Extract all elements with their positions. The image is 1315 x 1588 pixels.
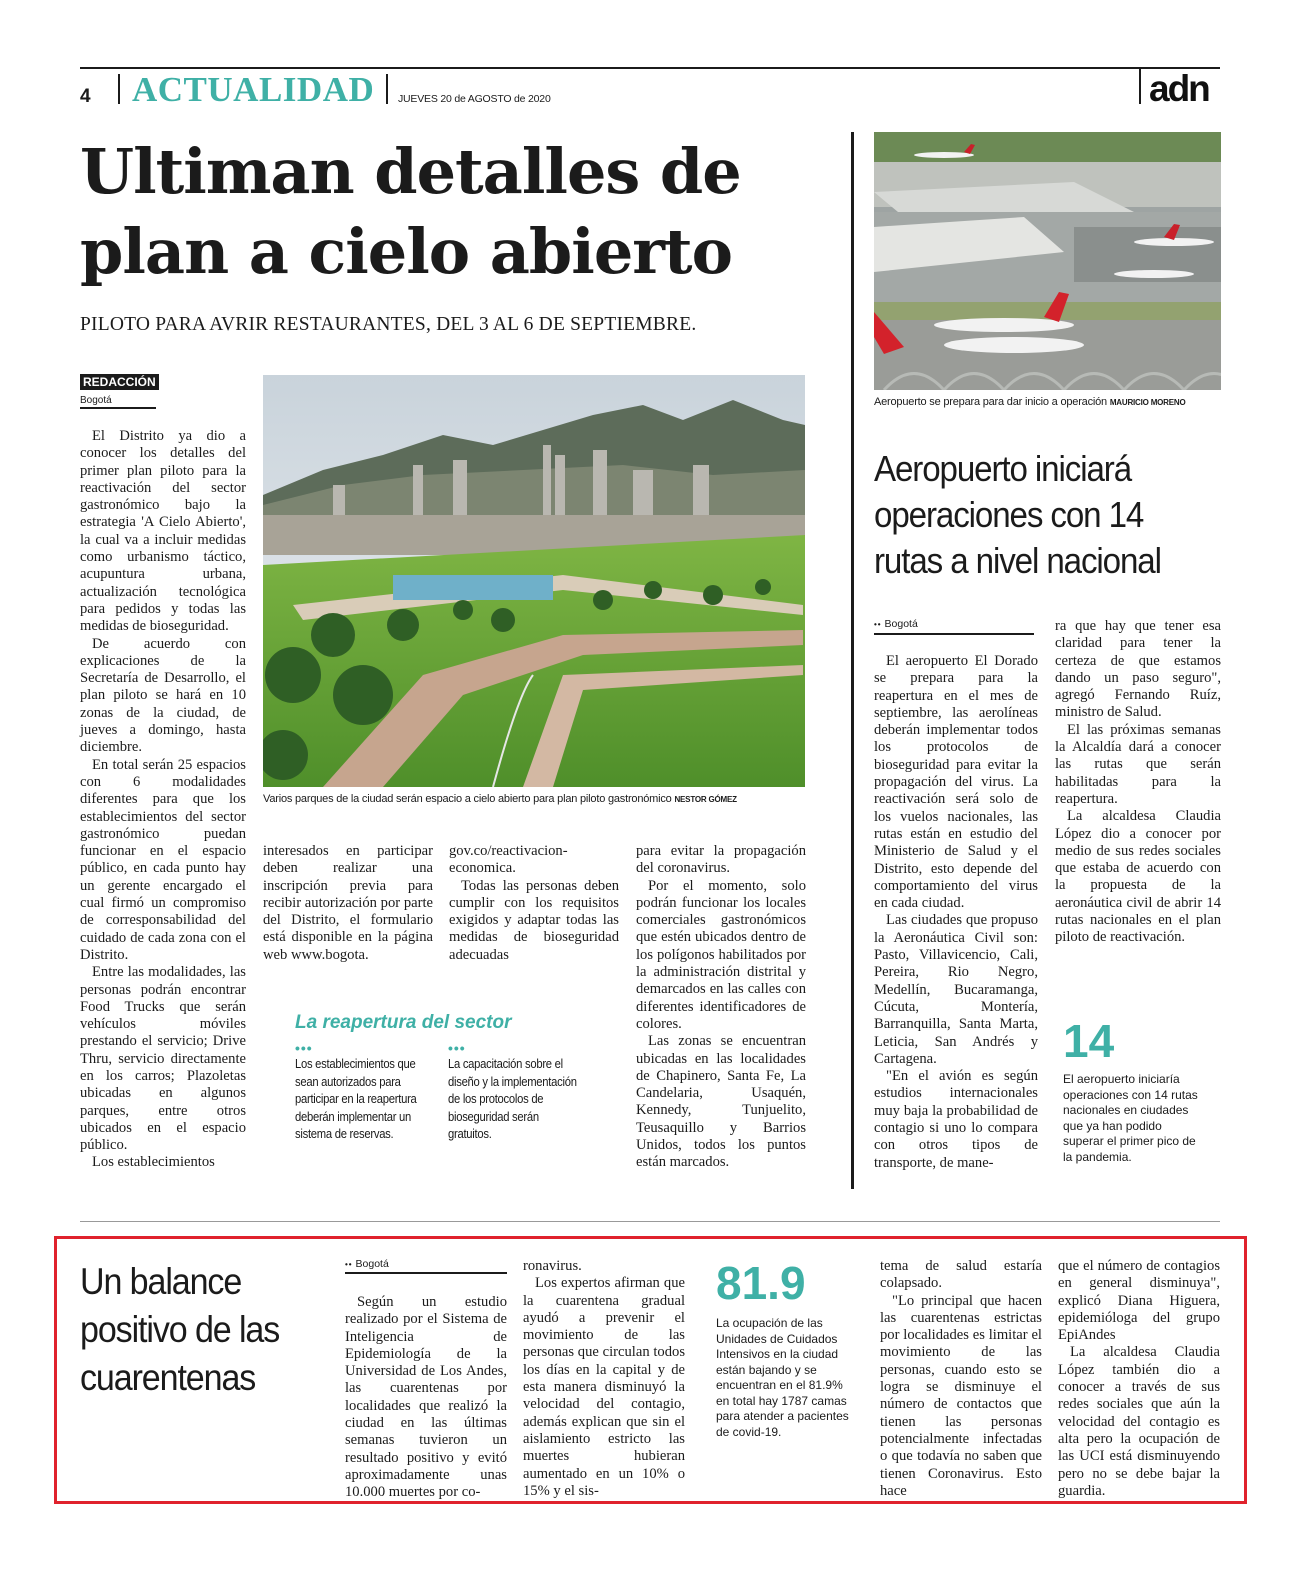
park-photo-illustration <box>263 375 805 787</box>
paragraph: El las próximas semanas la Alcaldía dará a conocer las rutas que serán habilitadas para la reapertura. <box>1055 721 1221 807</box>
header-divider <box>1139 68 1141 104</box>
paragraph: El aeropuerto El Dorado se prepara para la reapertura en el mes de septiembre, las aerolíneas deberán implementar todos los protocolos de bioseguridad para evitar la propagación del virus. La reactivación será solo de los vuelos nacionales, las rutas están en estudio del Ministerio de Salud y el Distrito, esto depende del comportamiento del virus en cada ciudad. <box>874 653 1038 912</box>
airport-fact-text: El aeropuerto iniciaría operaciones con 14 rutas nacionales en ciudades que ya han podido superar el primer pico de la pandemia. <box>1063 1072 1198 1164</box>
main-headline <box>80 132 820 292</box>
paragraph: Las ciudades que propuso la Aeronáutica Civil son: Pasto, Villavicencio, Cali, Pereira, Rio Negro, Medellín, Bucaramanga, Cúcuta, Montería, Barranquilla, Santa Marta, Leticia, San Andrés y Cartagena. <box>874 912 1038 1067</box>
location-rule <box>345 1272 507 1274</box>
paragraph: interesados en participar deben realizar una inscripción previa para recibir autorización por parte del Distrito, el formulario está disponible en la página web www.bogota. <box>263 843 433 963</box>
location-label <box>345 1258 389 1270</box>
paragraph: tema de salud estaría colapsado. <box>880 1258 1042 1292</box>
paragraph: para evitar la propagación del coronavirus. <box>636 843 806 877</box>
paragraph: Las zonas se encuentran ubicadas en las localidades de Chapinero, Santa Fe, La Candelaria, Usaquén, Kennedy, Tunjuelito, Teusaquillo y Barrios Unidos, todos los puntos están marcados. <box>636 1033 806 1171</box>
park-photo <box>263 375 805 787</box>
paragraph: El Distrito ya dio a conocer los detalles del primer plan piloto para la reactivación del sector gastronómico bajo la estrategia 'A Cielo Abierto', la cual va a incluir medidas como urbanismo táctico, acupuntura urbana, actualización tecnológica para pedidos y todas las medidas de bioseguridad. <box>80 428 246 635</box>
header-divider <box>386 74 388 104</box>
byline-rule <box>80 407 156 409</box>
paragraph: Los expertos afirman que la cuarentena gradual ayudó a prevenir el movimiento de las personas que circulan todos los días en la capital y de esta manera disminuyó la velocidad del contagio, además explican que sin el aislamiento estricto las muertes hubieran aumentado en un 10% o 15% y el sis- <box>523 1275 685 1499</box>
paragraph: ronavirus. <box>523 1258 582 1274</box>
photo-credit: MAURICIO MORENO <box>1109 398 1186 407</box>
location-text: Bogotá <box>884 618 918 630</box>
paragraph: La alcaldesa Claudia López dio a conocer por medio de sus redes sociales que estaba de acuerdo con la propuesta de la aeronáutica civil de abrir 14 rutas nacionales en el plan piloto de reactivación. <box>1055 808 1221 946</box>
paragraph: ra que hay que tener esa claridad para tener la certeza de que estamos dando un paso seguro", agregó Fernando Ruíz, ministro de Salud. <box>1055 618 1221 721</box>
airport-headline: Aeropuerto iniciará operaciones con 14 rutas a nivel nacional <box>874 448 1161 581</box>
box-item-1: Los establecimientos que sean autorizados para participar en la reapertura deberán implementar un sistema de reservas. <box>295 1057 417 1141</box>
box-title: La reapertura del sector <box>295 1012 512 1033</box>
caption-text: Varios parques de la ciudad serán espacio a cielo abierto para plan piloto gastronómico <box>263 793 672 805</box>
airport-photo-illustration <box>874 132 1221 390</box>
balance-column-4 <box>1058 1258 1220 1500</box>
column-divider <box>851 132 854 1189</box>
box-item-2: La capacitación sobre el diseño y la implementación de los protocolos de bioseguridad serán gratuitos. <box>448 1057 577 1141</box>
paragraph: "En el avión es según estudios internacionales muy baja la probabilidad de contagio si uno lo compara con otros tipos de transporte, de mane- <box>874 1068 1038 1171</box>
airport-fact-number: 14 <box>1063 1015 1115 1067</box>
headline-line: Un balance <box>80 1261 242 1302</box>
headline-line: Ultiman detalles de <box>80 135 741 208</box>
airport-photo-caption <box>874 396 1224 408</box>
page-number: 4 <box>80 86 91 107</box>
byline: REDACCIÓN <box>80 374 159 390</box>
paragraph: Los establecimientos <box>92 1154 215 1171</box>
photo-credit: NESTOR GÓMEZ <box>674 795 737 804</box>
top-rule <box>80 67 1220 69</box>
balance-column-1 <box>345 1294 507 1502</box>
bullet-dots: ••• <box>295 1040 313 1056</box>
location-label <box>874 618 918 630</box>
main-column-1 <box>80 428 246 1172</box>
bullet-dots: •• <box>874 620 882 629</box>
paragraph: Todas las personas deben cumplir con los requisitos exigidos y adaptar todas las medidas de bioseguridad adecuadas <box>449 877 619 963</box>
main-column-4 <box>636 843 806 1172</box>
paragraph: Según un estudio realizado por el Sistema de Inteligencia de Epidemiología de la Universidad de Los Andes, las cuarentenas por localidades que realizó la ciudad en las últimas semanas tuvieron un resultado positivo y evitó aproximadamente unas 10.000 muertes por co- <box>345 1294 507 1501</box>
adn-logo: adn <box>1149 68 1209 109</box>
paragraph: Por el momento, solo podrán funcionar los locales comerciales gastronómicos que estén ubicados dentro de los polígonos habilitados por la administración distrital y demarcados en las calles con diferentes identificadores de colores. <box>636 877 806 1032</box>
header-divider <box>118 74 120 104</box>
bullet-dots: ••• <box>448 1040 466 1056</box>
airport-column-2 <box>1055 618 1221 947</box>
paragraph: Entre las modalidades, las personas podrán encontrar Food Trucks que serán vehículos móviles prestando el servicio; Drive Thru, servicio directamente en los carros; Plazoletas ubicadas en algunos parques, entre otros ubicados en el espacio público. <box>80 964 246 1154</box>
main-column-2 <box>263 843 433 964</box>
paragraph: gov.co/reactivacion-economica. <box>449 843 568 877</box>
balance-fact-number: 81.9 <box>716 1257 806 1309</box>
balance-column-2 <box>523 1258 685 1500</box>
airport-column-1 <box>874 653 1038 1172</box>
balance-fact-text: La ocupación de las Unidades de Cuidados Intensivos en la ciudad están bajando y se encuentran en el 81.9% en total hay 1787 camas para atender a pacientes de covid-19. <box>716 1316 849 1439</box>
main-subhead: PILOTO PARA AVRIR RESTAURANTES, DEL 3 AL 6 DE SEPTIEMBRE. <box>80 314 697 335</box>
headline-line: positivo de las <box>80 1309 280 1350</box>
airport-photo <box>874 132 1221 390</box>
park-photo-caption <box>263 793 823 805</box>
location-label: Bogotá <box>80 395 112 406</box>
balance-column-3 <box>880 1258 1042 1500</box>
bullet-dots: •• <box>345 1260 353 1269</box>
paragraph: La alcaldesa Claudia López también dio a conocer a través de sus redes sociales que aún la velocidad del contagio es alta pero la ocupación de las UCI está disminuyendo pero no se debe bajar la guardia. <box>1058 1344 1220 1499</box>
balance-headline <box>80 1258 310 1402</box>
headline-line: plan a cielo abierto <box>80 215 732 288</box>
issue-date: JUEVES 20 de AGOSTO de 2020 <box>398 93 551 105</box>
section-rule <box>80 1221 1220 1222</box>
paragraph: "Lo principal que hacen las cuarentenas estrictas por localidades es limitar el movimiento de las personas, cuando esto se logra se disminuye el número de contactos que tienen las personas potencialmente infectadas o que todavía no saben que tienen Coronavirus. Esto hace <box>880 1292 1042 1499</box>
caption-text: Aeropuerto se prepara para dar inicio a operación <box>874 396 1107 408</box>
main-column-3 <box>449 843 619 964</box>
location-rule <box>874 633 1034 635</box>
location-text: Bogotá <box>355 1258 389 1270</box>
paragraph: que el número de contagios en general disminuya", explicó Diana Higuera, epidemióloga del grupo EpiAndes <box>1058 1258 1220 1344</box>
section-title: ACTUALIDAD <box>132 70 375 109</box>
paragraph: De acuerdo con explicaciones de la Secretaría de Desarrollo, el plan piloto se hará en 10 zonas de la ciudad, de jueves a domingo, hasta diciembre. <box>80 635 246 756</box>
paragraph: En total serán 25 espacios con 6 modalidades diferentes para que los establecimientos del sector gastronómico puedan funcionar en el espacio público, en cada punto hay un gerente encargado el cual firmó un compromiso de corresponsabilidad del cuidado de cada zona con el Distrito. <box>80 756 246 963</box>
headline-line: cuarentenas <box>80 1357 256 1398</box>
